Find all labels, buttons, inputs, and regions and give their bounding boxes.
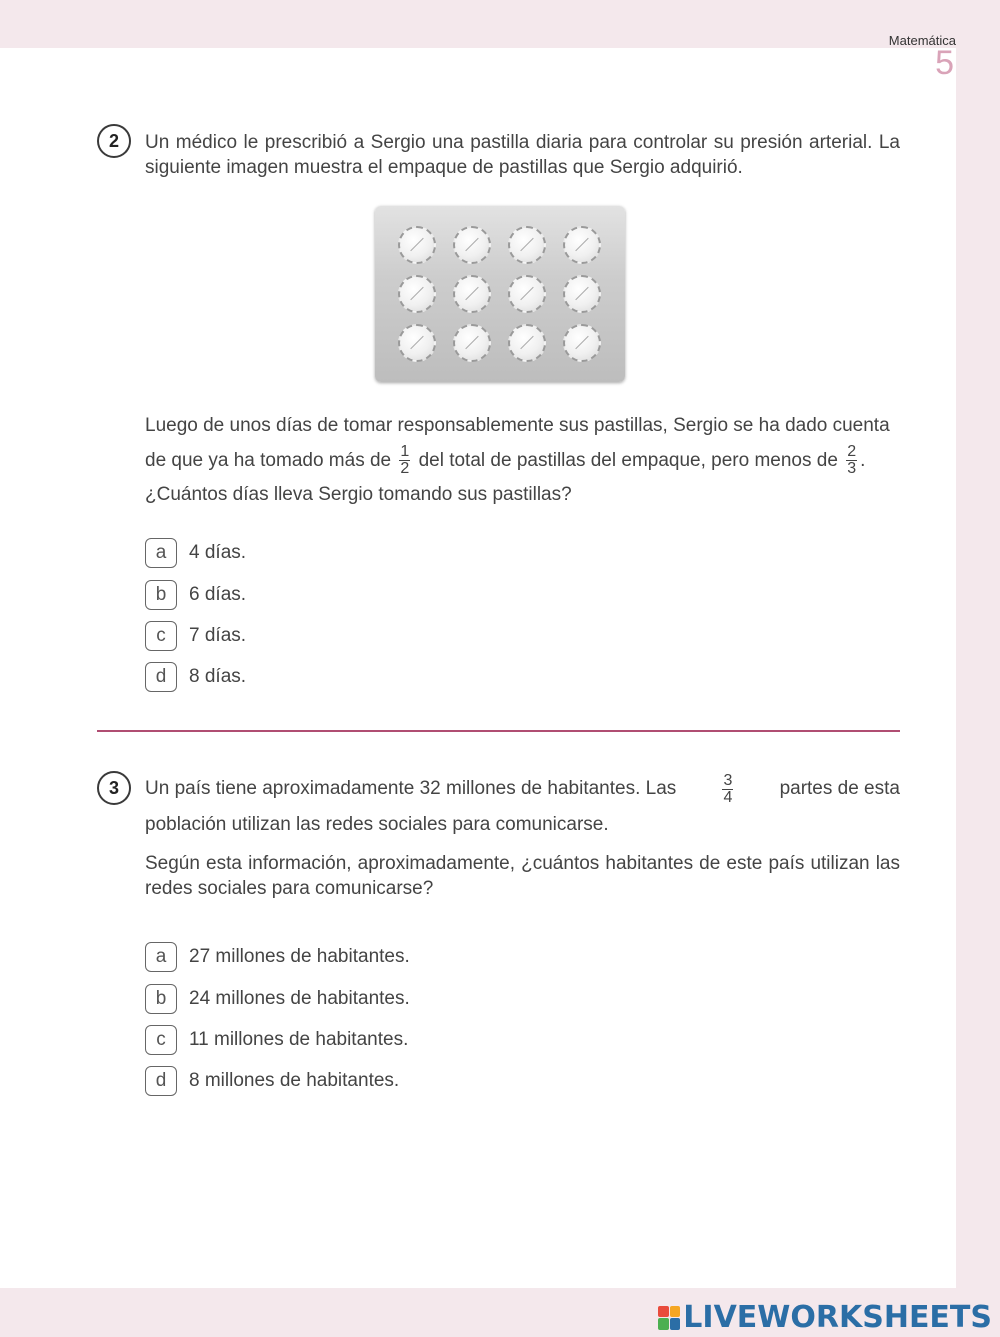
q3-option-a[interactable] — [145, 942, 410, 972]
pill — [563, 324, 601, 362]
option-text: 8 días. — [189, 666, 247, 687]
period: . — [860, 450, 866, 471]
question-2-number: 2 — [97, 124, 131, 158]
pill — [563, 275, 601, 313]
pill — [453, 275, 491, 313]
page-margin-strip — [956, 0, 1000, 1288]
q2-option-b[interactable] — [145, 580, 246, 610]
pill — [453, 226, 491, 264]
option-letter[interactable]: a — [145, 942, 177, 972]
fraction-two-thirds — [846, 444, 857, 477]
pill-blister-pack — [375, 206, 625, 382]
option-text: 8 millones de habitantes. — [189, 1070, 400, 1091]
question-2-line-1: Luego de unos días de tomar responsablemente sus pastillas, Sergio se ha dado cuenta — [145, 415, 890, 436]
option-text: 7 días. — [189, 625, 247, 646]
q2-option-d[interactable] — [145, 662, 246, 692]
option-letter[interactable]: c — [145, 621, 177, 651]
question-3-text-a: Un país tiene aproximadamente 32 millones de habitantes. Las — [145, 778, 677, 799]
fraction-numerator: 3 — [723, 771, 733, 789]
option-text: 4 días. — [189, 542, 247, 563]
question-2-line-2 — [145, 444, 900, 478]
fraction-one-half — [399, 444, 410, 477]
option-text: 27 millones de habitantes. — [189, 946, 410, 967]
fraction-denominator: 4 — [723, 788, 733, 806]
option-text: 11 millones de habitantes. — [189, 1029, 409, 1050]
option-letter[interactable]: a — [145, 538, 177, 568]
pill — [398, 324, 436, 362]
fraction-denominator: 2 — [400, 460, 410, 478]
section-divider — [97, 730, 900, 732]
q2-option-a[interactable] — [145, 538, 246, 568]
liveworksheets-brand — [658, 1300, 992, 1335]
q3-option-d[interactable] — [145, 1066, 399, 1096]
pill — [398, 275, 436, 313]
option-letter[interactable]: b — [145, 984, 177, 1014]
subject-label: Matemática — [888, 33, 956, 48]
fraction-three-quarters — [722, 773, 733, 806]
pill — [508, 275, 546, 313]
question-2-prompt: ¿Cuántos días lleva Sergio tomando sus pastillas? — [145, 484, 572, 505]
question-2-text-b: del total de pastillas del empaque, pero menos de — [418, 450, 838, 471]
question-3-line-2: población utilizan las redes sociales para comunicarse. — [145, 814, 609, 835]
grade-number: 5 — [935, 44, 954, 82]
question-2-intro: Un médico le prescribió a Sergio una pastilla diaria para controlar su presión arterial. La siguiente imagen muestra el empaque de pastillas que Sergio adquirió. — [145, 132, 900, 178]
q3-option-c[interactable] — [145, 1025, 408, 1055]
q2-option-c[interactable] — [145, 621, 246, 651]
question-3-line-1 — [145, 772, 900, 806]
pill — [508, 324, 546, 362]
pill — [508, 226, 546, 264]
question-3-prompt: Según esta información, aproximadamente, ¿cuántos habitantes de este país utilizan las redes sociales para comunicarse? — [145, 853, 900, 899]
pill — [563, 226, 601, 264]
option-letter[interactable]: d — [145, 662, 177, 692]
pill — [398, 226, 436, 264]
fraction-numerator: 2 — [847, 443, 857, 461]
fraction-denominator: 3 — [847, 460, 857, 478]
pill — [453, 324, 491, 362]
q3-option-b[interactable] — [145, 984, 410, 1014]
question-3-text-b: partes de esta — [779, 778, 900, 799]
question-3-number: 3 — [97, 771, 131, 805]
option-letter[interactable]: d — [145, 1066, 177, 1096]
option-letter[interactable]: b — [145, 580, 177, 610]
option-text: 6 días. — [189, 584, 247, 605]
fraction-numerator: 1 — [400, 443, 410, 461]
question-2-text-a: de que ya ha tomado más de — [145, 450, 392, 471]
liveworksheets-logo-icon — [658, 1306, 680, 1330]
option-text: 24 millones de habitantes. — [189, 988, 410, 1009]
option-letter[interactable]: c — [145, 1025, 177, 1055]
brand-name: LIVEWORKSHEETS — [683, 1300, 992, 1335]
